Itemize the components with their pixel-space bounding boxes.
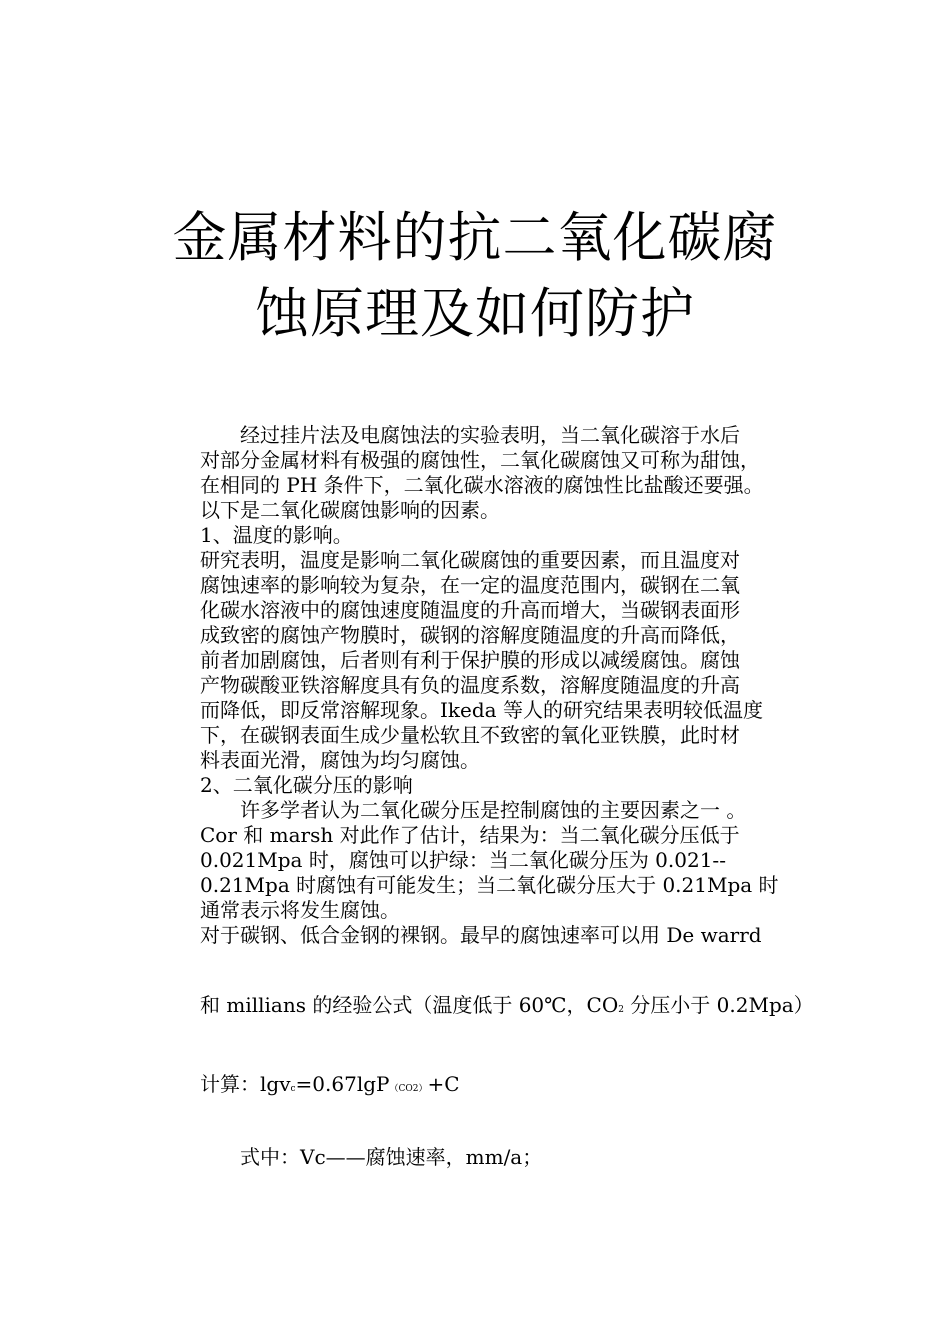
formula-intro-text: 和 millians 的经验公式（温度低于 60℃，CO xyxy=(200,993,619,1017)
pressure-line: Cor 和 marsh 对此作了估计，结果为：当二氧化碳分压低于 xyxy=(200,823,740,847)
temp-line: 下，在碳钢表面生成少量松软且不致密的氧化亚铁膜，此时材 xyxy=(200,723,740,747)
formula-constant: +C xyxy=(427,1072,460,1096)
temp-line: 成致密的腐蚀产物膜时，碳钢的溶解度随温度的升高而降低， xyxy=(200,623,740,647)
temp-line: 而降低，即反常溶解现象。Ikeda 等人的研究结果表明较低温度 xyxy=(200,698,763,722)
formula-intro-text-end: 分压小于 0.2Mpa） xyxy=(623,993,814,1017)
pressure-line: 通常表示将发生腐蚀。 xyxy=(200,898,400,922)
formula-subscript-co2: （CO2） xyxy=(389,1084,428,1094)
pressure-line: 许多学者认为二氧化碳分压是控制腐蚀的主要因素之一 。 xyxy=(200,798,747,822)
formula-subscript-c: c xyxy=(290,1084,296,1094)
intro-line: 经过挂片法及电腐蚀法的实验表明，当二氧化碳溶于水后 xyxy=(200,423,740,447)
temp-line: 前者加剧腐蚀，后者则有利于保护膜的形成以减缓腐蚀。腐蚀 xyxy=(200,648,740,672)
formula-label: 计算：lgv xyxy=(200,1072,291,1096)
intro-paragraph xyxy=(200,423,820,948)
section-heading-temperature: 1、温度的影响。 xyxy=(200,523,353,547)
title-line-2: 蚀原理及如何防护 xyxy=(255,282,695,345)
section-heading-pressure: 2、二氧化碳分压的影响 xyxy=(200,773,413,797)
formula-line xyxy=(200,1072,820,1102)
formula-middle: =0.67lgP xyxy=(295,1072,390,1096)
co2-subscript: 2 xyxy=(618,1005,624,1015)
formula-intro xyxy=(200,993,820,1023)
where-clause xyxy=(200,1145,820,1170)
temp-line: 产物碳酸亚铁溶解度具有负的温度系数，溶解度随温度的升高 xyxy=(200,673,740,697)
intro-line: 以下是二氧化碳腐蚀影响的因素。 xyxy=(200,498,500,522)
intro-line: 对部分金属材料有极强的腐蚀性，二氧化碳腐蚀又可称为甜蚀， xyxy=(200,448,760,472)
temp-line: 腐蚀速率的影响较为复杂，在一定的温度范围内，碳钢在二氧 xyxy=(200,573,740,597)
intro-line: 在相同的 PH 条件下，二氧化碳水溶液的腐蚀性比盐酸还要强。 xyxy=(200,473,764,497)
pressure-line: 0.21Mpa 时腐蚀有可能发生；当二氧化碳分压大于 0.21Mpa 时 xyxy=(200,873,779,897)
temp-line: 研究表明，温度是影响二氧化碳腐蚀的重要因素，而且温度对 xyxy=(200,548,740,572)
where-text: 式中：Vc——腐蚀速率，mm/a； xyxy=(200,1145,543,1169)
pressure-line: 对于碳钢、低合金钢的裸钢。最早的腐蚀速率可以用 De warrd xyxy=(200,923,762,947)
temp-line: 化碳水溶液中的腐蚀速度随温度的升高而增大，当碳钢表面形 xyxy=(200,598,740,622)
pressure-line: 0.021Mpa 时，腐蚀可以护绿：当二氧化碳分压为 0.021-- xyxy=(200,848,726,872)
title-line-1: 金属材料的抗二氧化碳腐 xyxy=(172,206,778,269)
document-title xyxy=(130,200,820,352)
temp-line: 料表面光滑，腐蚀为均匀腐蚀。 xyxy=(200,748,480,772)
